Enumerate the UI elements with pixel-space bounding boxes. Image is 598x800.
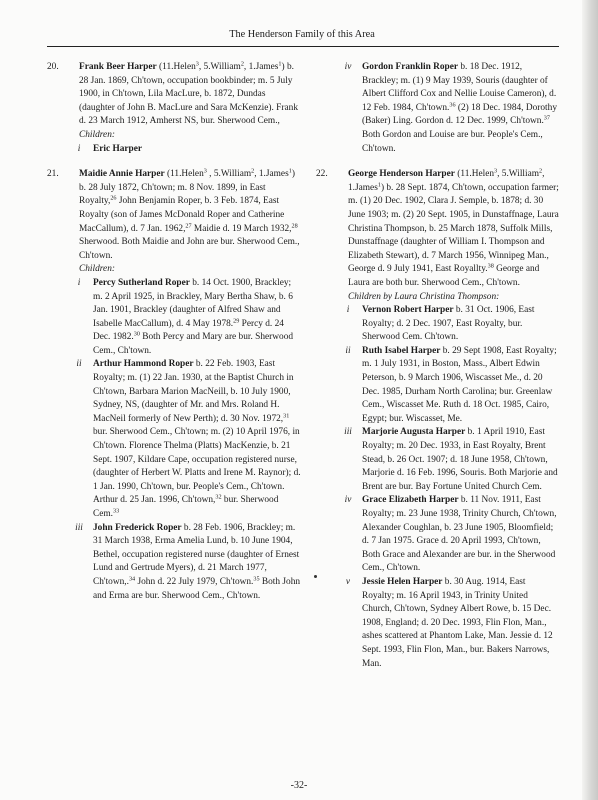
child-numeral: iii: [344, 427, 352, 438]
text-run: b. 1 April 1910, East Royalty; m. 20 Dec. 1933, in East Royalty, Brent Stead, b. 26 Oct. 1907; d. 18 June 1958, Ch'town, Marjorie d. 16 Feb. 1996, Souris. Both Marjorie and Brent are bur. Bay Fortune United Church Cem.: [362, 427, 558, 492]
child-numeral: ii: [76, 359, 82, 370]
text-run: John Benjamin Roper, b. 3 Feb. 1874, East Royalty (son of James McDonald Roper and Catherine MacCallum), d. 7 Jan. 1962,: [79, 196, 285, 234]
text-run: b. 18 Dec. 1912, Brackley; m. (1) 9 May 1939, Souris (daughter of Albert Clifford Cox and Nellie Louise Cameron), d. 12 Feb. 1984, Ch'town.: [362, 62, 557, 113]
text-run: Both Gordon and Louise are bur. People's Cem., Ch'town.: [362, 129, 543, 154]
person-name: Frank Beer Harper: [79, 62, 157, 72]
child-numeral: i: [77, 143, 81, 154]
footnote-marker: 1: [377, 181, 381, 189]
text-run: Sherwood. Both Maidie and John are bur. Sherwood Cem., Ch'town.: [79, 237, 300, 261]
text-run: bur. Sherwood Cem.: [93, 495, 279, 519]
text-run: ) b. 28 Jan. 1869, Ch'town, occupation bookbinder; m. 5 July 1900, in Ch'town, Lila MacLure, b. 1872, Dundas (daughter of John B. MacLure and Sara McKenzie). Frank d. 23 March 1912, Amherst NS, bur. Sherwood Cem.,: [79, 62, 298, 127]
child-name: John Frederick Roper: [93, 522, 182, 533]
entry-20: [47, 61, 303, 129]
child-entry: [47, 358, 303, 521]
child-entry: [316, 494, 559, 576]
children-heading: Children by Laura Christina Thompson:: [348, 291, 500, 302]
text-run: , 5.William: [206, 169, 252, 180]
footnote-marker: 35: [253, 575, 260, 583]
text-run: b. 30 Aug. 1914, East Royalty; m. 16 April 1943, in Trinity United Church, Ch'town, Sydney Albert Rowe, b. 15 Dec. 1908, England; d. 20 Dec. 1993, Flin Flon, Man., ashes scattered at Phantom Lake, Man. Jessie d. 12 Sept. 1993, Flin Flon, Man., bur. Bakers Narrows, Man.: [362, 576, 553, 669]
entry-21: [47, 168, 303, 263]
entry-text: [348, 169, 559, 288]
text-run: b. 22 Feb. 1903, East Royalty; m. (1) 22 Jan. 1930, at the Baptist Church in Ch'town, Barbara Marion MacNeill, b. 10 July 1900, Sydney, NS, (daughter of Mr. and Mrs. Roland H. MacNeil formerly of New Perth); d. 30 Nov. 1972,: [93, 359, 294, 424]
child-name: Arthur Hammond Roper: [93, 359, 194, 370]
footnote-marker: 2: [539, 167, 543, 175]
footnote-marker: 36: [449, 101, 456, 109]
text-run: Both Percy and Mary are bur. Sherwood Cem., Ch'town.: [93, 332, 294, 356]
text-run: b. 31 Oct. 1906, East Royalty; d. 2 Dec. 1907, East Royalty, bur. Sherwood Cem. Ch'town.: [362, 305, 535, 343]
text-run: ) b. 28 Sept. 1874, Ch'town, occupation farmer; m. (1) 20 Dec. 1902, Clara J. Semple, b. 1878; d. 30 June 1903; m. (2) 20 Sept. 1905, in Dunstaffnage, Laura Christina Thompson, b. 25 March 1878, Suffolk Mills, Dunstaffnage (daughter of William I. Thompson and Elizabeth Stewart), d. 7 March 1956, Winnipeg Man., George d. 9 July 1941, East Royallty.: [348, 182, 559, 275]
child-name: Grace Elizabeth Harper: [362, 495, 459, 506]
text-run: b. 14 Oct. 1900, Brackley; m. 2 April 1925, in Brackley, Mary Bertha Shaw, b. 6 Jan. 1901, Brackley (daughter of Alfred Shaw and Isabelle MacCallum), d. 4 May 1978.: [93, 277, 293, 329]
children-heading: Children:: [79, 129, 115, 140]
text-run: George and Laura are both bur. Sherwood Cem., Ch'town.: [348, 264, 540, 288]
entry-text: [79, 169, 300, 261]
text-run: Both John and Erma are bur. Sherwood Cem., Ch'town.: [93, 576, 301, 601]
footnote-marker: 30: [133, 330, 140, 338]
footnote-marker: 3: [195, 60, 199, 68]
footnote-marker: 28: [291, 222, 298, 230]
child-entry: [316, 426, 559, 494]
footnote-marker: 26: [110, 194, 117, 202]
footnote-marker: 2: [251, 167, 255, 175]
child-entry: [47, 143, 303, 157]
child-name: Gordon Franklin Roper: [362, 62, 459, 72]
child-text: [93, 359, 301, 519]
text-run: John d. 22 July 1979, Ch'town.: [135, 576, 254, 587]
entry-22: [316, 168, 559, 290]
footnote-marker: 2: [240, 60, 244, 68]
text-run: , 5.William: [198, 62, 241, 72]
entry-gap: [47, 156, 303, 168]
header-rule: [47, 46, 559, 47]
person-name: George Henderson Harper: [348, 169, 455, 180]
child-entry: [47, 522, 303, 604]
text-run: (11.Helen: [454, 169, 495, 180]
text-run: b. 11 Nov. 1911, East Royalty; m. 23 June 1938, Trinity Church, Ch'town, Alexander Coughlan, b. 23 June 1905, Bloomfield; d. 7 Jan 1975. Grace d. 20 April 1993, Ch'town, Both Grace and Alexander are bur. in the Sherwood Cem., Ch'town.: [362, 495, 557, 574]
footnote-marker: 1: [288, 167, 292, 175]
text-run: (11.Helen: [156, 62, 196, 72]
child-text: [362, 62, 557, 154]
child-text: [362, 346, 557, 424]
footnote-marker: 33: [112, 507, 120, 515]
text-run: , 1.James: [348, 169, 545, 193]
child-name: Jessie Helen Harper: [362, 576, 443, 587]
running-title: The Henderson Family of this Area: [229, 29, 375, 40]
footnote-marker: 37: [543, 114, 550, 122]
entry-gap: [316, 156, 559, 168]
left-column: [47, 61, 303, 603]
child-entry: [316, 345, 559, 427]
footnote-marker: 38: [487, 262, 494, 270]
person-name: Maidie Annie Harper: [79, 169, 165, 180]
text-run: b. 28 Feb. 1906, Brackley; m. 31 March 1938, Erma Amelia Lund, b. 10 June 1904, Bethel, occupation registered nurse (daughter of Ernest Lund and Gertrude Myers), d. 21 March 1977, Ch'town,.: [93, 522, 300, 587]
entry-number: 22.: [316, 169, 328, 180]
child-numeral: i: [77, 277, 81, 288]
child-name: Marjorie Augusta Harper: [362, 427, 466, 438]
scan-edge-shadow: [582, 0, 598, 800]
footnote-marker: 31: [283, 412, 290, 420]
text-run: , 1.James: [243, 62, 279, 72]
child-name: Percy Sutherland Roper: [93, 277, 190, 288]
children-heading: Children:: [79, 264, 115, 275]
text-run: (11.Helen: [164, 169, 204, 180]
footnote-marker: 34: [128, 575, 136, 583]
child-numeral: i: [346, 305, 350, 316]
footnote-marker: 32: [215, 493, 222, 501]
child-numeral: ii: [345, 345, 351, 356]
footnote-marker: 3: [494, 167, 498, 175]
child-numeral: v: [345, 576, 351, 587]
child-text: [93, 278, 293, 356]
child-entry: [316, 576, 559, 671]
child-name: Ruth Isabel Harper: [362, 345, 441, 356]
right-column: [316, 61, 559, 671]
child-entry: [316, 61, 559, 156]
scan-speck: [314, 575, 317, 578]
child-entry: [316, 304, 559, 345]
text-run: bur. Sherwood Cem., Ch'town; m. (2) 10 April 1976, in Ch'town. Florence Thelma (Platts) MacKenzie, b. 21 Sept. 1907, Kildare Cape, occupation registered nurse, (daughter of Herbert W. Platts and Irene M. Raynor); d. 1 Jan. 1990, Ch'town, bur. People's Cem., Ch'town. Arthur d. 25 Jan. 1996, Ch'town,: [93, 427, 301, 506]
child-text: [93, 523, 300, 601]
child-name: Vernon Robert Harper: [362, 305, 454, 316]
child-numeral: iii: [75, 522, 83, 533]
child-text: [362, 577, 553, 669]
text-run: Maidie d. 19 March 1932,: [191, 223, 292, 234]
text-run: , 1.James: [254, 169, 289, 180]
footnote-marker: 1: [278, 60, 282, 68]
page-number: -32-: [290, 780, 308, 791]
child-numeral: iv: [344, 495, 352, 506]
text-run: (2) 18 Dec. 1984, Dorothy (Baker) Ling. Gordon d. 12 Dec. 1999, Ch'town.: [362, 102, 557, 127]
child-text: [362, 495, 557, 573]
text-run: Percy d. 24 Dec. 1982.: [93, 318, 284, 343]
text-run: ) b. 28 July 1872, Ch'town; m. 8 Nov. 1899, in East Royalty,: [79, 169, 295, 207]
footnote-marker: 3: [203, 167, 207, 175]
text-run: b. 29 Sept 1908, East Royalty; m. 1 July 1931, in Boston, Mass., Albert Edwin Peterson, b. 9 March 1906, Wiscasset Me., d. 20 Dec. 1985, Durham North Carolina; bur. Greenlaw Cem., Wiscasset Me. Ruth d. 18 Oct. 1985, Cairo, Egypt; bur. Wiscasset, Me.: [362, 345, 557, 424]
footnote-marker: 29: [233, 317, 240, 325]
entry-number: 20.: [47, 62, 59, 72]
text-run: , 5.William: [497, 169, 540, 180]
child-entry: [47, 277, 303, 359]
footnote-marker: 27: [185, 222, 192, 230]
entry-number: 21.: [47, 169, 59, 180]
child-name: Eric Harper: [93, 143, 143, 154]
child-numeral: iv: [344, 62, 352, 72]
